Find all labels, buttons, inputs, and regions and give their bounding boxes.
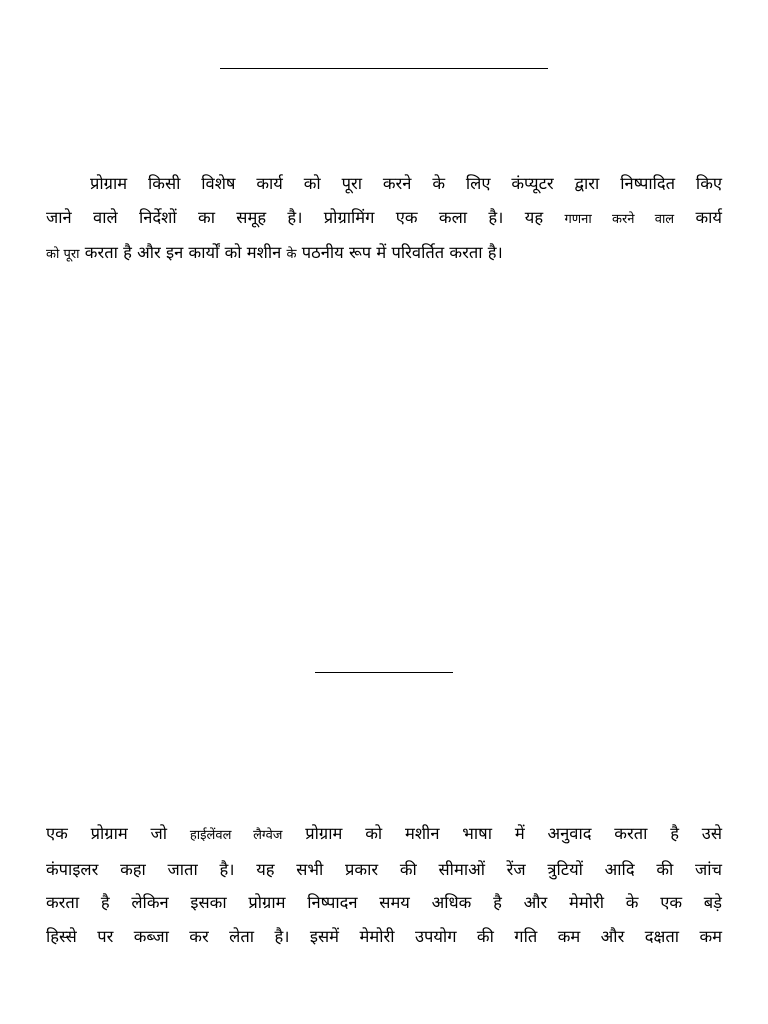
paragraph-1-line-1: प्रोग्राम किसी विशेष कार्य को पूरा करने के लिए कंप्यूटर द्वारा निष्पादित किए (90, 174, 722, 193)
paragraph-2-line-4: हिस्से पर कब्जा कर लेता है। इसमें मेमोरी उपयोग की गति कम और दक्षता कम (46, 926, 722, 946)
paragraph-1-line-3-small-text: को पूरा (46, 247, 80, 262)
heading-rule-right (454, 68, 548, 69)
paragraph-1-line-2-small-text: गणना करने वाल (564, 211, 675, 227)
paragraph-1-line-3-end: पठनीय रूप में परिवर्तित करता है। (296, 243, 503, 262)
paragraph-2-line-1-end: प्रोग्राम को मशीन भाषा में अनुवाद करता है उसे (282, 824, 723, 843)
paragraph-compiler-definition (46, 817, 722, 953)
paragraph-2-line-1-start: एक प्रोग्राम जो (46, 824, 190, 843)
heading-rule-middle (314, 68, 454, 69)
paragraph-2-line-3: करता है लेकिन इसका प्रोग्राम निष्पादन समय अधिक है और मेमोरी के एक बड़े (46, 893, 722, 912)
paragraph-1-line-2 (46, 201, 722, 237)
paragraph-1-line-3 (46, 236, 722, 272)
paragraph-2-line-2: कंपाइलर कहा जाता है। यह सभी प्रकार की सीमाओं रेंज त्रुटियों आदि की जांच (46, 859, 722, 879)
paragraph-2-line-1 (46, 817, 722, 853)
heading-rule-left (220, 68, 314, 69)
paragraph-1-line-2-end: कार्य (674, 207, 722, 227)
paragraph-program-definition (46, 167, 722, 272)
paragraph-1-line-3-text: करता है और इन कार्यों को मशीन (79, 243, 287, 262)
section-heading-rule (315, 672, 453, 673)
paragraph-2-line-1-small-text: हाईलेंवल लैग्वेज (189, 828, 283, 843)
paragraph-1-line-2-text: जाने वाले निर्देशों का समूह है। प्रोग्रामिंग एक कला है। यह (46, 207, 565, 227)
paragraph-1-line-3-small-word: के (286, 247, 297, 262)
